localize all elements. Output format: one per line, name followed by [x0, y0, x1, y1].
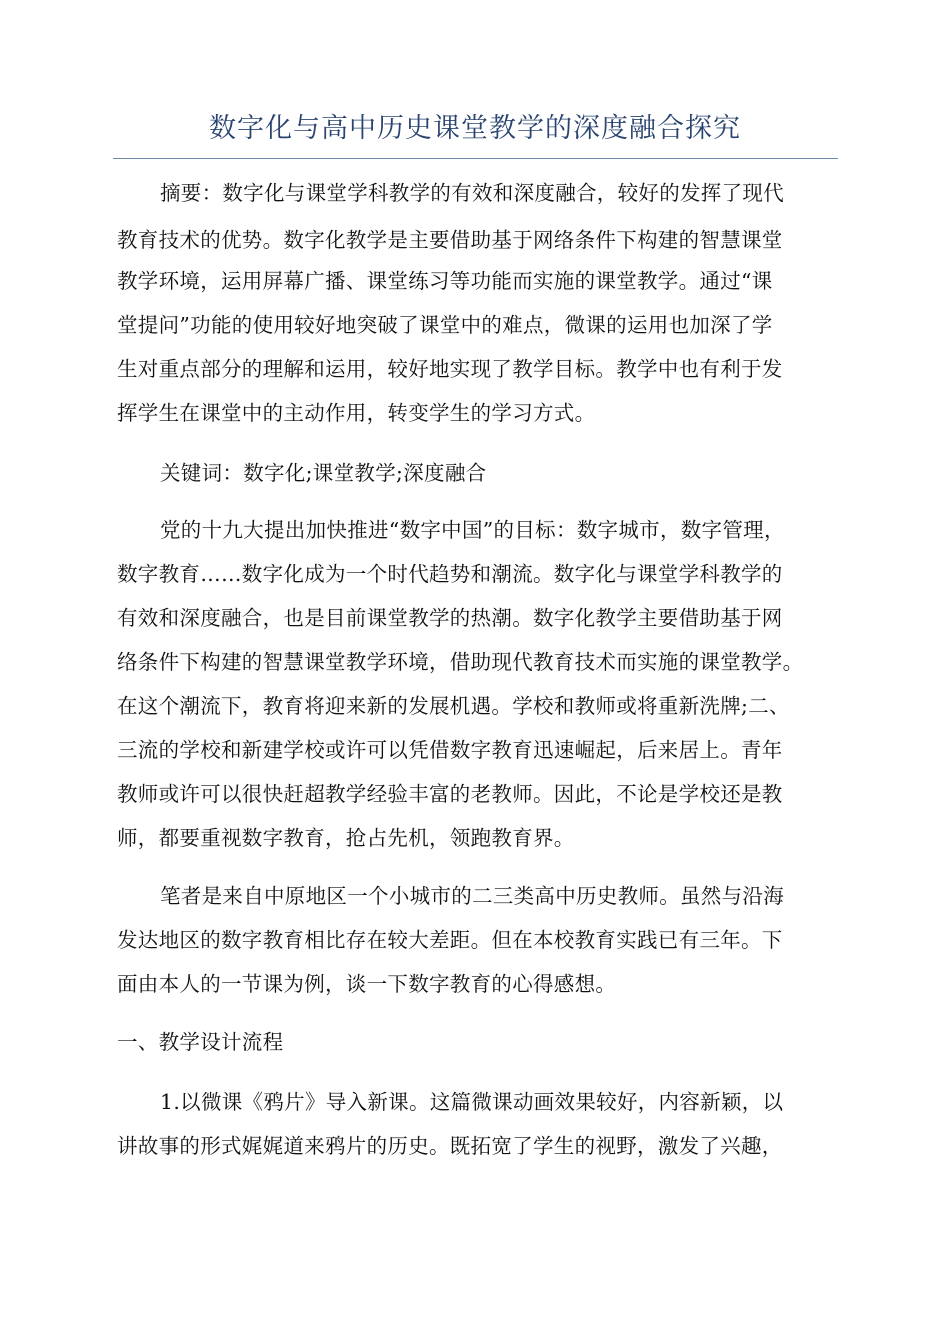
body-line: 络条件下构建的智慧课堂教学环境，借助现代教育技术而实施的课堂教学。 — [117, 650, 804, 674]
title-divider — [113, 158, 838, 159]
abstract-line: 教育技术的优势。数字化教学是主要借助基于网络条件下构建的智慧课堂 — [117, 228, 783, 252]
body-line: 教师或许可以很快赶超教学经验丰富的老教师。因此，不论是学校还是教 — [117, 782, 783, 806]
keywords-line: 关键词：数字化;课堂教学;深度融合 — [160, 461, 487, 485]
abstract-line: 教学环境，运用屏幕广播、课堂练习等功能而实施的课堂教学。通过“课 — [117, 269, 773, 293]
body-line: 笔者是来自中原地区一个小城市的二三类高中历史教师。虽然与沿海 — [160, 884, 784, 908]
abstract-line: 挥学生在课堂中的主动作用，转变学生的学习方式。 — [117, 401, 596, 425]
abstract-line: 堂提问”功能的使用较好地突破了课堂中的难点，微课的运用也加深了学 — [117, 313, 773, 337]
document-title: 数字化与高中历史课堂教学的深度融合探究 — [209, 113, 741, 144]
body-line: 发达地区的数字教育相比存在较大差距。但在本校教育实践已有三年。下 — [117, 928, 783, 952]
body-line: 有效和深度融合，也是目前课堂教学的热潮。数字化教学主要借助基于网 — [117, 606, 783, 630]
abstract-line: 摘要：数字化与课堂学科教学的有效和深度融合，较好的发挥了现代 — [160, 181, 784, 205]
body-line: 党的十九大提出加快推进“数字中国”的目标：数字城市，数字管理， — [160, 518, 785, 542]
body-line: 师，都要重视数字教育，抢占先机，领跑教育界。 — [117, 826, 575, 850]
body-line: 数字教育……数字化成为一个时代趋势和潮流。数字化与课堂学科教学的 — [117, 562, 783, 586]
body-line: 在这个潮流下，教育将迎来新的发展机遇。学校和教师或将重新洗牌;二、 — [117, 694, 790, 718]
body-line: 三流的学校和新建学校或许可以凭借数字教育迅速崛起，后来居上。青年 — [117, 738, 783, 762]
abstract-line: 生对重点部分的理解和运用，较好地实现了教学目标。教学中也有利于发 — [117, 357, 783, 381]
section-heading: 一、教学设计流程 — [117, 1030, 284, 1054]
body-line: 讲故事的形式娓娓道来鸦片的历史。既拓宽了学生的视野，激发了兴趣， — [117, 1134, 783, 1158]
body-line: 面由本人的一节课为例，谈一下数字教育的心得感想。 — [117, 972, 617, 996]
body-line: 1.以微课《鸦片》导入新课。这篇微课动画效果较好，内容新颖，以 — [160, 1090, 784, 1114]
